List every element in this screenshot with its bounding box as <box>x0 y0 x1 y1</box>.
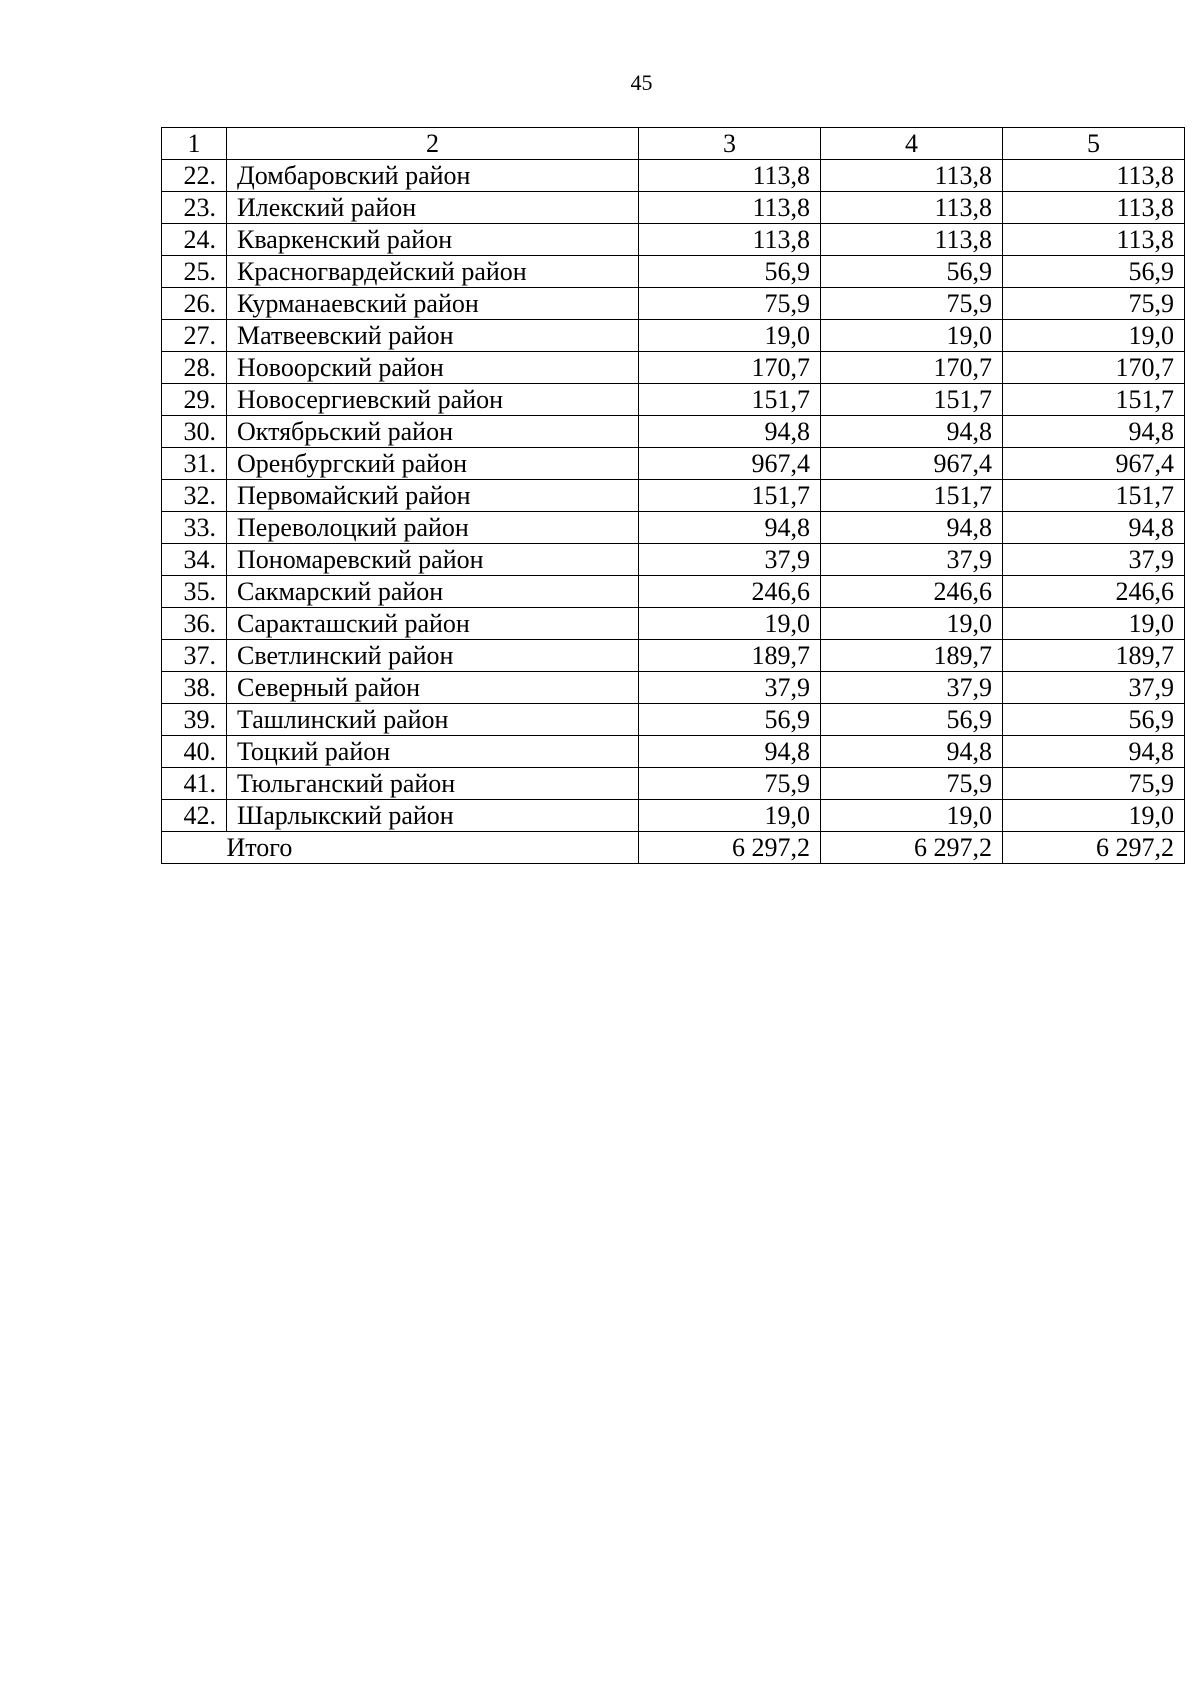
district-name-cell: Пономаревский район <box>227 544 639 576</box>
row-number-cell: 26. <box>162 288 227 320</box>
table-row <box>162 512 1185 544</box>
value-cell-col4: 151,7 <box>821 384 1003 416</box>
row-number-cell: 42. <box>162 800 227 832</box>
district-name-cell: Первомайский район <box>227 480 639 512</box>
value-cell-col3: 56,9 <box>639 704 821 736</box>
value-cell-col3: 151,7 <box>639 384 821 416</box>
row-number-cell: 22. <box>162 160 227 192</box>
table-row <box>162 576 1185 608</box>
value-cell-col4: 56,9 <box>821 704 1003 736</box>
value-cell-col5: 37,9 <box>1003 672 1185 704</box>
row-number-cell: 30. <box>162 416 227 448</box>
row-number-cell: 32. <box>162 480 227 512</box>
value-cell-col5: 94,8 <box>1003 512 1185 544</box>
row-number-cell: 34. <box>162 544 227 576</box>
value-cell-col3: 967,4 <box>639 448 821 480</box>
value-cell-col3: 189,7 <box>639 640 821 672</box>
district-name-cell: Светлинский район <box>227 640 639 672</box>
value-cell-col3: 19,0 <box>639 800 821 832</box>
row-number-cell: 37. <box>162 640 227 672</box>
value-cell-col5: 151,7 <box>1003 384 1185 416</box>
table-row <box>162 672 1185 704</box>
table-row <box>162 480 1185 512</box>
row-number-cell: 39. <box>162 704 227 736</box>
row-number-cell: 35. <box>162 576 227 608</box>
table-row <box>162 448 1185 480</box>
value-cell-col4: 94,8 <box>821 512 1003 544</box>
value-cell-col3: 94,8 <box>639 416 821 448</box>
total-empty-cell <box>162 832 227 864</box>
value-cell-col4: 94,8 <box>821 416 1003 448</box>
value-cell-col4: 967,4 <box>821 448 1003 480</box>
row-number-cell: 41. <box>162 768 227 800</box>
value-cell-col4: 113,8 <box>821 160 1003 192</box>
value-cell-col4: 19,0 <box>821 608 1003 640</box>
value-cell-col4: 246,6 <box>821 576 1003 608</box>
row-number-cell: 40. <box>162 736 227 768</box>
value-cell-col5: 246,6 <box>1003 576 1185 608</box>
district-name-cell: Оренбургский район <box>227 448 639 480</box>
value-cell-col4: 37,9 <box>821 672 1003 704</box>
column-header: 2 <box>227 128 639 160</box>
value-cell-col4: 37,9 <box>821 544 1003 576</box>
table-row <box>162 704 1185 736</box>
value-cell-col5: 94,8 <box>1003 736 1185 768</box>
value-cell-col5: 19,0 <box>1003 608 1185 640</box>
district-name-cell: Сакмарский район <box>227 576 639 608</box>
value-cell-col3: 246,6 <box>639 576 821 608</box>
value-cell-col5: 37,9 <box>1003 544 1185 576</box>
district-name-cell: Домбаровский район <box>227 160 639 192</box>
total-value-col4: 6 297,2 <box>821 832 1003 864</box>
value-cell-col4: 19,0 <box>821 320 1003 352</box>
value-cell-col3: 94,8 <box>639 512 821 544</box>
total-value-col5: 6 297,2 <box>1003 832 1185 864</box>
value-cell-col4: 170,7 <box>821 352 1003 384</box>
row-number-cell: 25. <box>162 256 227 288</box>
value-cell-col4: 189,7 <box>821 640 1003 672</box>
value-cell-col5: 75,9 <box>1003 768 1185 800</box>
district-name-cell: Новосергиевский район <box>227 384 639 416</box>
total-label-cell: Итого <box>227 832 639 864</box>
district-name-cell: Саракташский район <box>227 608 639 640</box>
row-number-cell: 23. <box>162 192 227 224</box>
page-number: 45 <box>630 70 653 95</box>
value-cell-col5: 75,9 <box>1003 288 1185 320</box>
value-cell-col5: 170,7 <box>1003 352 1185 384</box>
row-number-cell: 38. <box>162 672 227 704</box>
value-cell-col3: 37,9 <box>639 672 821 704</box>
value-cell-col3: 37,9 <box>639 544 821 576</box>
district-name-cell: Северный район <box>227 672 639 704</box>
district-name-cell: Ташлинский район <box>227 704 639 736</box>
value-cell-col3: 170,7 <box>639 352 821 384</box>
value-cell-col5: 56,9 <box>1003 256 1185 288</box>
value-cell-col3: 113,8 <box>639 160 821 192</box>
value-cell-col3: 94,8 <box>639 736 821 768</box>
table-header-row <box>162 128 1185 160</box>
district-name-cell: Тюльганский район <box>227 768 639 800</box>
table-row <box>162 416 1185 448</box>
value-cell-col5: 967,4 <box>1003 448 1185 480</box>
row-number-cell: 33. <box>162 512 227 544</box>
value-cell-col3: 75,9 <box>639 768 821 800</box>
row-number-cell: 31. <box>162 448 227 480</box>
value-cell-col5: 19,0 <box>1003 320 1185 352</box>
value-cell-col4: 151,7 <box>821 480 1003 512</box>
district-name-cell: Илекский район <box>227 192 639 224</box>
row-number-cell: 36. <box>162 608 227 640</box>
value-cell-col3: 75,9 <box>639 288 821 320</box>
column-header: 1 <box>162 128 227 160</box>
table-row <box>162 640 1185 672</box>
table-row <box>162 608 1185 640</box>
value-cell-col3: 113,8 <box>639 192 821 224</box>
value-cell-col4: 75,9 <box>821 288 1003 320</box>
table-row <box>162 320 1185 352</box>
value-cell-col3: 19,0 <box>639 320 821 352</box>
value-cell-col5: 94,8 <box>1003 416 1185 448</box>
table-body <box>162 128 1185 864</box>
total-value-col3: 6 297,2 <box>639 832 821 864</box>
table-row <box>162 800 1185 832</box>
value-cell-col4: 75,9 <box>821 768 1003 800</box>
district-name-cell: Тоцкий район <box>227 736 639 768</box>
value-cell-col5: 56,9 <box>1003 704 1185 736</box>
value-cell-col5: 189,7 <box>1003 640 1185 672</box>
value-cell-col3: 113,8 <box>639 224 821 256</box>
value-cell-col4: 19,0 <box>821 800 1003 832</box>
table-row <box>162 256 1185 288</box>
table-row <box>162 224 1185 256</box>
district-name-cell: Матвеевский район <box>227 320 639 352</box>
row-number-cell: 24. <box>162 224 227 256</box>
table-row <box>162 160 1185 192</box>
value-cell-col3: 151,7 <box>639 480 821 512</box>
column-header: 3 <box>639 128 821 160</box>
table-row <box>162 384 1185 416</box>
district-name-cell: Шарлыкский район <box>227 800 639 832</box>
table-row <box>162 544 1185 576</box>
district-name-cell: Красногвардейский район <box>227 256 639 288</box>
table-row <box>162 736 1185 768</box>
value-cell-col5: 113,8 <box>1003 192 1185 224</box>
total-row <box>162 832 1185 864</box>
row-number-cell: 27. <box>162 320 227 352</box>
district-name-cell: Переволоцкий район <box>227 512 639 544</box>
value-cell-col4: 94,8 <box>821 736 1003 768</box>
table-row <box>162 288 1185 320</box>
district-name-cell: Кваркенский район <box>227 224 639 256</box>
row-number-cell: 29. <box>162 384 227 416</box>
district-name-cell: Новоорский район <box>227 352 639 384</box>
table-row <box>162 192 1185 224</box>
table-row <box>162 352 1185 384</box>
column-header: 5 <box>1003 128 1185 160</box>
value-cell-col3: 56,9 <box>639 256 821 288</box>
district-name-cell: Курманаевский район <box>227 288 639 320</box>
value-cell-col5: 151,7 <box>1003 480 1185 512</box>
value-cell-col4: 113,8 <box>821 192 1003 224</box>
value-cell-col5: 113,8 <box>1003 160 1185 192</box>
value-cell-col5: 113,8 <box>1003 224 1185 256</box>
value-cell-col5: 19,0 <box>1003 800 1185 832</box>
row-number-cell: 28. <box>162 352 227 384</box>
allocation-table <box>161 127 1185 864</box>
value-cell-col3: 19,0 <box>639 608 821 640</box>
column-header: 4 <box>821 128 1003 160</box>
value-cell-col4: 113,8 <box>821 224 1003 256</box>
district-name-cell: Октябрьский район <box>227 416 639 448</box>
table-row <box>162 768 1185 800</box>
value-cell-col4: 56,9 <box>821 256 1003 288</box>
